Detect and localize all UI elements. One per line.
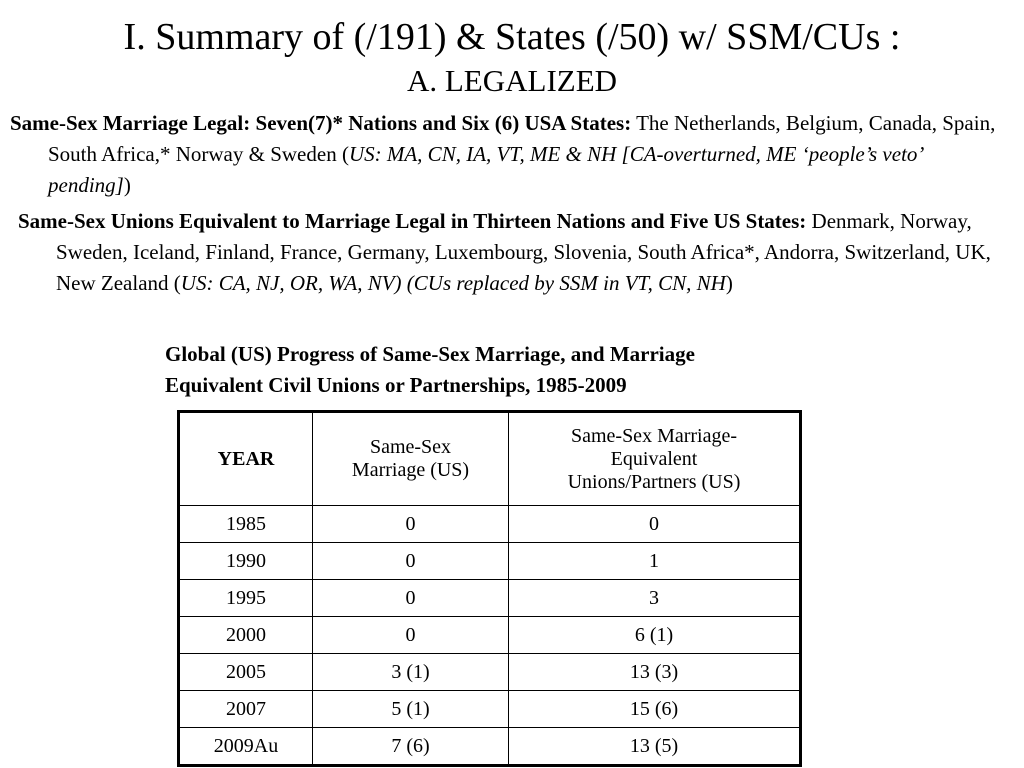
cell-year: 1995 (179, 580, 313, 617)
header-cu-line-3: Unions/Partners (US) (567, 470, 741, 493)
table-caption-line-2: Equivalent Civil Unions or Partnerships, 1985-2009 (165, 373, 627, 397)
cell-cu: 0 (509, 506, 801, 543)
marriage-body: The Netherlands, Belgium, Canada, Spain, South Africa,* Norway & Sweden ( (48, 111, 996, 166)
table-header-row (179, 412, 801, 506)
header-ssm-line-1: Same-Sex (369, 436, 452, 458)
cell-cu: 15 (6) (509, 691, 801, 728)
table-caption (165, 339, 885, 401)
cell-ssm: 0 (313, 506, 509, 543)
cell-cu: 1 (509, 543, 801, 580)
cell-cu: 13 (5) (509, 728, 801, 766)
cell-year: 1985 (179, 506, 313, 543)
unions-heading: Same-Sex Unions Equivalent to Marriage Legal in Thirteen Nations and Five US States: (18, 209, 807, 233)
header-year: YEAR (179, 412, 313, 506)
unions-paragraph-text (18, 206, 1008, 299)
cell-ssm: 5 (1) (313, 691, 509, 728)
header-ssm-line-2: Marriage (US) (351, 459, 470, 481)
table-row (179, 506, 801, 543)
table-row (179, 580, 801, 617)
unions-close-paren: ) (725, 271, 733, 295)
marriage-heading: Same-Sex Marriage Legal: Seven(7)* Nations and Six (6) USA States: (10, 111, 632, 135)
cell-ssm: 0 (313, 543, 509, 580)
table-row (179, 617, 801, 654)
cell-ssm: 7 (6) (313, 728, 509, 766)
table-row (179, 543, 801, 580)
marriage-paragraph (10, 108, 1000, 201)
cell-year: 2000 (179, 617, 313, 654)
header-cu-line-1: Same-Sex Marriage- (570, 424, 738, 447)
header-civil-unions (509, 412, 801, 506)
cell-year: 1990 (179, 543, 313, 580)
table-row (179, 728, 801, 766)
marriage-close-paren: ) (123, 173, 131, 197)
cell-cu: 6 (1) (509, 617, 801, 654)
marriage-us-states: US: MA, CN, IA, VT, ME & NH [CA-overturned, ME ‘people’s veto’ pending] (48, 142, 923, 197)
unions-body: Denmark, Norway, Sweden, Iceland, Finland, France, Germany, Luxembourg, Slovenia, South Africa*, Andorra, Switzerland, UK, New Zealand ( (56, 209, 991, 295)
slide-title: I. Summary of (/191) & States (/50) w/ SSM/CUs : (123, 16, 901, 58)
table-row (179, 654, 801, 691)
header-cu-line-2: Equivalent (610, 447, 698, 470)
slide-subtitle: A. LEGALIZED (406, 63, 618, 98)
unions-us-states: US: CA, NJ, OR, WA, NV) (CUs replaced by SSM in VT, CN, NH (180, 271, 726, 295)
cell-ssm: 0 (313, 617, 509, 654)
cell-year: 2009Au (179, 728, 313, 766)
cell-cu: 3 (509, 580, 801, 617)
marriage-paragraph-text (10, 108, 1000, 201)
unions-paragraph (18, 206, 1008, 299)
cell-cu: 13 (3) (509, 654, 801, 691)
cell-ssm: 3 (1) (313, 654, 509, 691)
cell-year: 2005 (179, 654, 313, 691)
header-same-sex-marriage (313, 412, 509, 506)
progress-table (177, 410, 802, 767)
cell-year: 2007 (179, 691, 313, 728)
table-caption-line-1: Global (US) Progress of Same-Sex Marriage, and Marriage (165, 342, 695, 366)
cell-ssm: 0 (313, 580, 509, 617)
table-row (179, 691, 801, 728)
